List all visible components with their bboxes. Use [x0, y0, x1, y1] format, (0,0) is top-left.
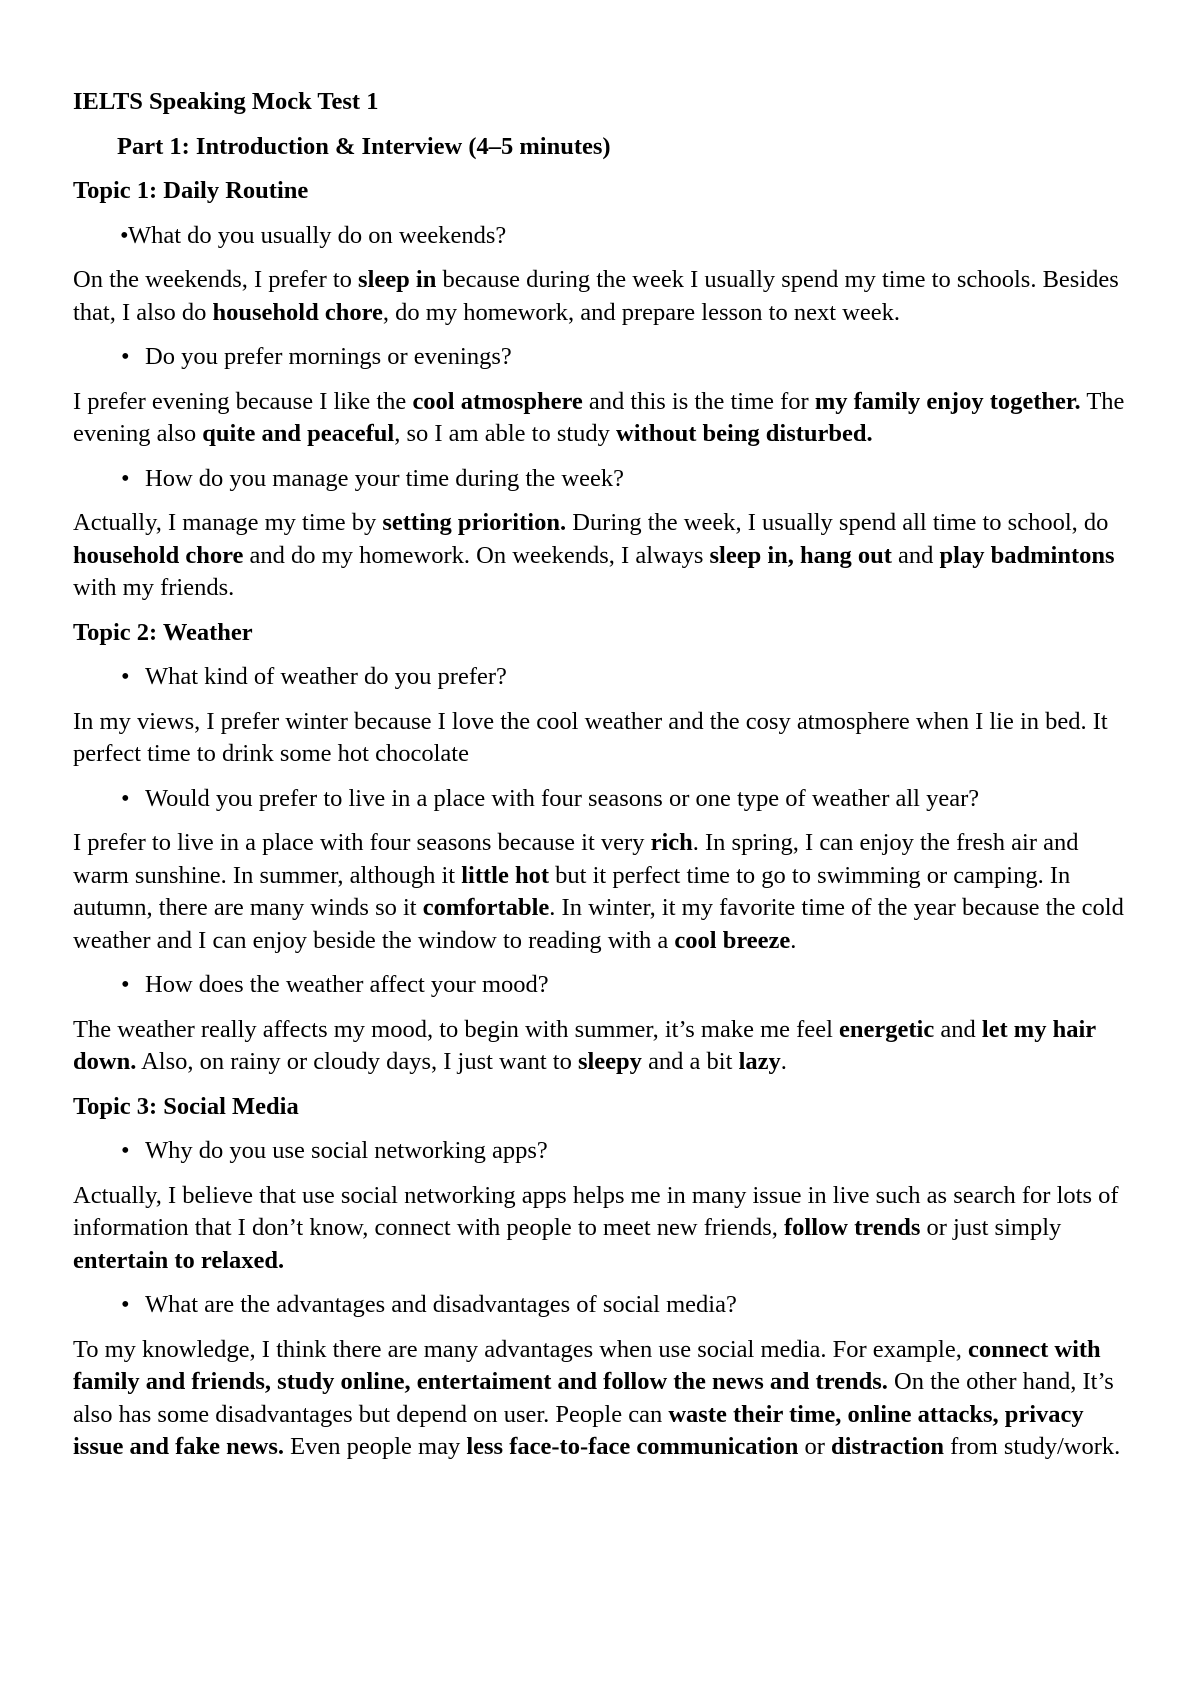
question-text: What are the advantages and disadvantages of social media? — [145, 1291, 737, 1318]
answer-text: On the weekends, I prefer to — [73, 266, 359, 293]
answer-text: . In winter, it my favorite time of the year because the cold weather and I can enjoy beside the window to reading with a — [73, 894, 1124, 954]
answer-key-phrase: sleep in — [358, 266, 437, 293]
answer-text: In my views, I prefer winter because I love the cool weather and the cosy atmosphere when I lie in bed. It perfect time to drink some hot chocolate — [73, 707, 1108, 767]
answer-text: , so I am able to study — [394, 420, 617, 447]
answer-key-phrase: little hot — [461, 861, 550, 889]
bullet-icon: • — [120, 221, 129, 249]
bullet-icon: • — [121, 1137, 130, 1164]
answer-text: Even people may — [284, 1433, 467, 1460]
question-text: Would you prefer to live in a place with four seasons or one type of weather all year? — [145, 784, 980, 812]
bullet-icon: • — [121, 663, 130, 690]
answer-paragraph — [73, 264, 1133, 329]
question-item — [121, 1135, 1133, 1168]
answer-text: Actually, I manage my time by — [73, 509, 383, 536]
answer-key-phrase: household chore — [212, 298, 383, 326]
answer-paragraph — [73, 1334, 1133, 1464]
question-text: Why do you use social networking apps? — [145, 1137, 548, 1164]
document-page — [73, 86, 1133, 1476]
answer-paragraph — [73, 1180, 1133, 1278]
answer-key-phrase: household chore — [73, 541, 244, 569]
answer-paragraph — [73, 507, 1133, 605]
answer-text: and a bit — [641, 1048, 739, 1075]
answer-key-phrase: cool atmosphere — [412, 387, 583, 415]
answer-key-phrase: setting priorition. — [382, 509, 567, 536]
answer-key-phrase: sleep in, hang out — [709, 541, 892, 569]
answer-key-phrase: quite and peaceful — [202, 420, 395, 447]
answer-key-phrase: play badmintons — [939, 541, 1115, 569]
answer-key-phrase: rich — [650, 829, 693, 856]
question-text: What do you usually do on weekends? — [128, 221, 507, 249]
bullet-icon: • — [121, 784, 130, 812]
answer-text: The weather really affects my mood, to begin with summer, it’s make me feel — [73, 1015, 839, 1043]
answer-paragraph — [73, 827, 1133, 957]
answer-text: and — [934, 1015, 982, 1043]
bullet-icon: • — [121, 343, 130, 370]
answer-key-phrase: connect with family and friends, study online, entertaiment and follow the news and trends. — [73, 1335, 1101, 1395]
question-item — [121, 341, 1133, 374]
question-item — [120, 220, 1133, 253]
answer-text: Also, on rainy or cloudy days, I just want to — [136, 1048, 578, 1075]
topics-container — [73, 175, 1133, 1464]
answer-text: or — [798, 1433, 832, 1460]
answer-text: I prefer to live in a place with four seasons because it very — [73, 829, 651, 856]
question-item — [121, 463, 1133, 496]
answer-text: or just simply — [920, 1214, 1062, 1241]
answer-text: I prefer evening because I like the — [73, 387, 413, 415]
answer-key-phrase: my family enjoy together. — [814, 387, 1081, 415]
answer-text: but it perfect time to go to swimming or camping. In autumn, there are many winds so it — [73, 861, 1071, 921]
answer-key-phrase: sleepy — [577, 1048, 642, 1075]
topic-heading: Topic 3: Social Media — [73, 1092, 299, 1120]
question-item — [121, 969, 1133, 1002]
answer-text: . — [780, 1048, 787, 1075]
answer-key-phrase: follow trends — [784, 1214, 921, 1241]
answer-key-phrase: less face-to-face communication — [466, 1433, 799, 1460]
answer-key-phrase: waste their time, online attacks, privacy issue and fake news. — [73, 1400, 1084, 1460]
answer-key-phrase: energetic — [839, 1015, 935, 1043]
answer-key-phrase: entertain to relaxed. — [73, 1246, 285, 1274]
answer-key-phrase: let my hair down. — [73, 1015, 1096, 1075]
question-text: Do you prefer mornings or evenings? — [145, 343, 512, 370]
answer-text: . In spring, I can enjoy the fresh air and warm sunshine. In summer, although it — [73, 829, 1079, 889]
answer-key-phrase: lazy — [738, 1048, 781, 1075]
answer-text: and do my homework. On weekends, I always — [243, 541, 710, 569]
answer-text: from study/work. — [944, 1433, 1121, 1460]
question-text: How do you manage your time during the week? — [145, 464, 624, 492]
answer-text: and this is the time for — [582, 387, 815, 415]
question-item — [121, 661, 1133, 694]
answer-text: and — [891, 541, 940, 569]
answer-text: , do my homework, and prepare lesson to next week. — [382, 298, 900, 326]
bullet-icon: • — [121, 971, 130, 998]
answer-key-phrase: cool breeze — [674, 926, 791, 954]
bullet-icon: • — [121, 464, 130, 492]
question-text: What kind of weather do you prefer? — [145, 663, 507, 690]
question-item — [121, 783, 1133, 816]
question-text: How does the weather affect your mood? — [145, 971, 549, 998]
answer-paragraph — [73, 1014, 1133, 1079]
answer-text: The evening also — [73, 387, 1125, 447]
answer-paragraph — [73, 386, 1133, 451]
answer-text: To my knowledge, I think there are many advantages when use social media. For example, — [73, 1335, 968, 1363]
answer-text: During the week, I usually spend all time to school, do — [566, 509, 1109, 536]
answer-text: . — [790, 926, 797, 954]
answer-key-phrase: without being disturbed. — [616, 420, 873, 447]
topic-heading: Topic 2: Weather — [73, 618, 253, 646]
answer-key-phrase: distraction — [831, 1433, 944, 1460]
answer-text: with my friends. — [73, 574, 235, 601]
answer-key-phrase: comfortable — [422, 894, 550, 921]
part-heading: Part 1: Introduction & Interview (4–5 minutes) — [117, 132, 611, 160]
answer-text: On the other hand, It’s also has some disadvantages but depend on user. People can — [73, 1368, 1114, 1428]
answer-paragraph — [73, 706, 1133, 771]
bullet-icon: • — [121, 1291, 130, 1318]
topic-heading: Topic 1: Daily Routine — [73, 177, 309, 204]
answer-text: Actually, I believe that use social networking apps helps me in many issue in live such as search for lots of information that I don’t know, connect with people to meet new friends, — [73, 1181, 1119, 1241]
document-title: IELTS Speaking Mock Test 1 — [73, 88, 379, 115]
question-item — [121, 1289, 1133, 1322]
answer-text: because during the week I usually spend my time to schools. Besides that, I also do — [73, 266, 1119, 326]
